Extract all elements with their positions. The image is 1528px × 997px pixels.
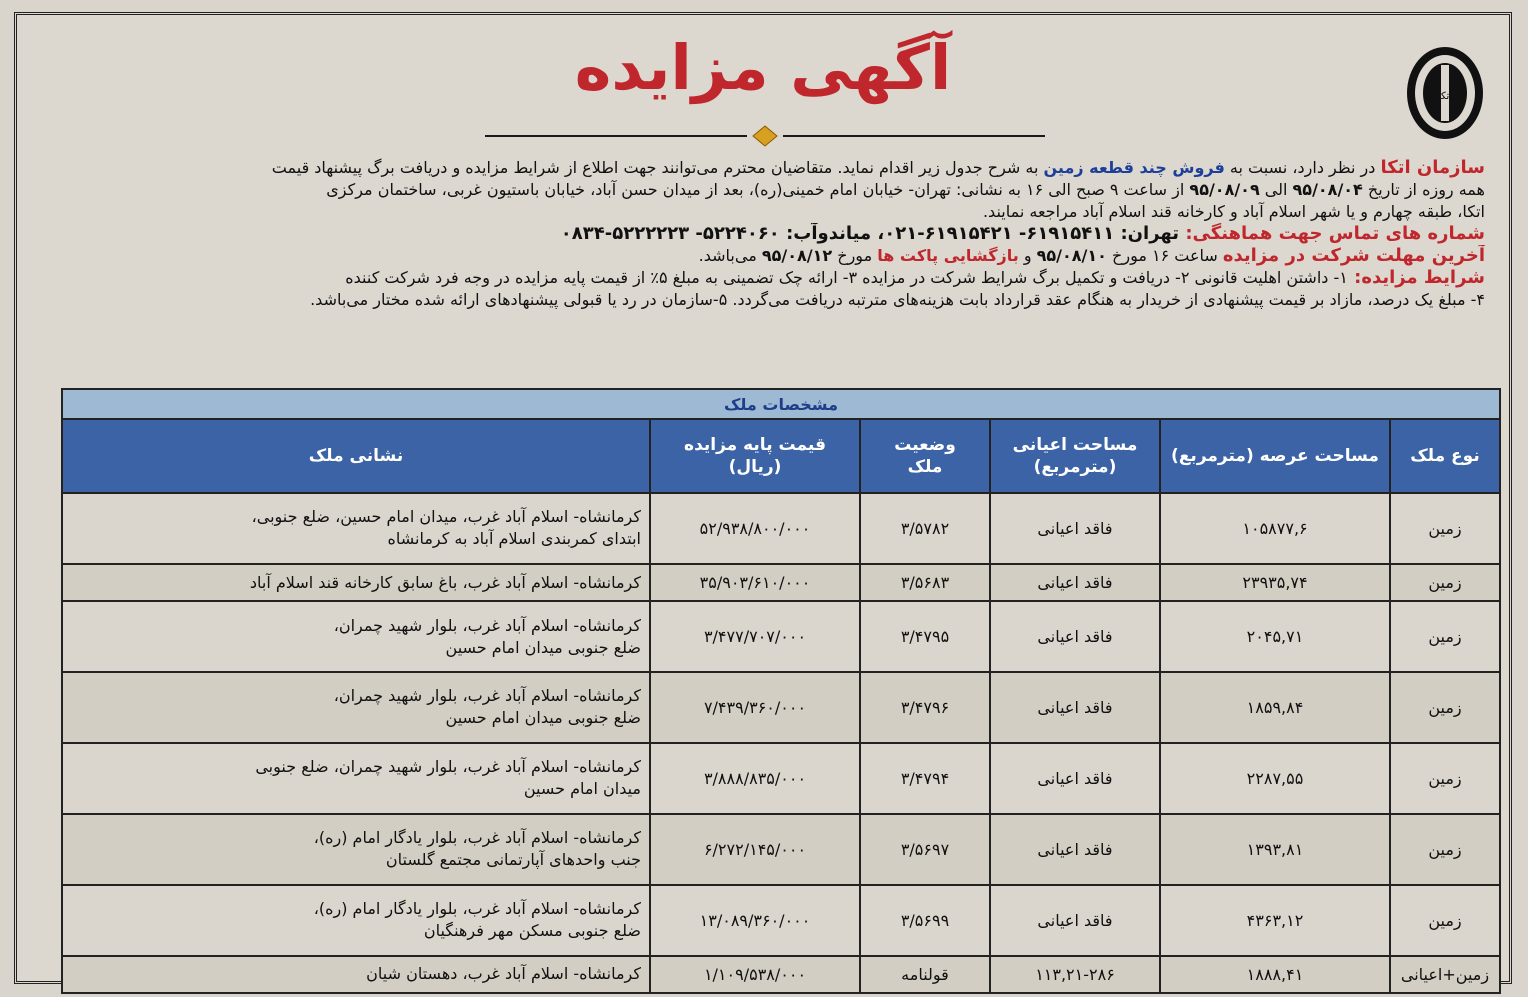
sale-highlight: فروش چند قطعه زمین — [1043, 158, 1225, 177]
deadline-text-1: ساعت ۱۶ مورخ — [1106, 246, 1223, 265]
header-status — [860, 419, 990, 493]
logo-text: اتکا — [1437, 91, 1453, 102]
cell-type: زمین — [1390, 743, 1500, 814]
cell-land-area: ۴۳۶۳,۱۲ — [1160, 885, 1390, 956]
intro-line-1 — [33, 157, 1485, 179]
header-address: نشانی ملک — [62, 419, 650, 493]
cell-status: ۳/۴۷۹۵ — [860, 601, 990, 672]
cell-status: قولنامه — [860, 956, 990, 993]
header-building-area-line1: مساحت اعیانی — [1012, 435, 1138, 455]
address-line-1: کرمانشاه- اسلام آباد غرب، بلوار شهید چمران، ضلع جنوبی — [255, 757, 641, 777]
table-caption: مشخصات ملک — [62, 389, 1500, 419]
intro-text-5: از ساعت ۹ صبح الی ۱۶ به نشانی: تهران- خیابان امام خمینی(ره)، بعد از میدان حسن آباد، خیابان باستیون غربی، ساختمان مرکزی — [326, 180, 1190, 199]
deadline-line — [33, 245, 1485, 267]
table-row — [62, 493, 1500, 564]
cell-building: فاقد اعیانی — [990, 672, 1160, 743]
header-price-line1: قیمت پایه مزایده — [684, 435, 826, 455]
cell-land-area: ۱۰۵۸۷۷,۶ — [1160, 493, 1390, 564]
cell-building: فاقد اعیانی — [990, 814, 1160, 885]
address-line-1: کرمانشاه- اسلام آباد غرب، بلوار شهید چمران، — [333, 686, 641, 706]
cell-land-area: ۱۸۸۸,۴۱ — [1160, 956, 1390, 993]
cell-building: فاقد اعیانی — [990, 743, 1160, 814]
cell-status: ۳/۴۷۹۶ — [860, 672, 990, 743]
conditions-label: شرایط مزایده: — [1347, 267, 1485, 288]
table-row — [62, 743, 1500, 814]
cell-building: فاقد اعیانی — [990, 493, 1160, 564]
address-line-1: کرمانشاه- اسلام آباد غرب، بلوار یادگار امام (ره)، — [313, 899, 641, 919]
conditions-line-2: ۴- مبلغ یک درصد، مازاد بر قیمت پیشنهادی از خریدار به هنگام عقد قرارداد بابت هزینه‌های مترتبه دریافت می‌گردد. ۵-سازمان در رد یا قبولی پیشنهادهای ارائه شده مختار می‌باشد. — [310, 290, 1485, 309]
property-table-wrap — [61, 388, 1501, 994]
cell-building: فاقد اعیانی — [990, 564, 1160, 601]
cell-status: ۳/۵۶۸۳ — [860, 564, 990, 601]
intro-text-4: الی — [1259, 180, 1293, 199]
address-line-2: ابتدای کمربندی اسلام آباد به کرمانشاه — [387, 529, 641, 549]
cell-price: ۳/۸۸۸/۸۳۵/۰۰۰ — [650, 743, 860, 814]
address-line-2: ضلع جنوبی میدان امام حسین — [445, 708, 641, 728]
address-line-2: ضلع جنوبی مسکن مهر فرهنگیان — [423, 921, 641, 941]
opening-date: ۹۵/۰۸/۱۲ — [761, 246, 833, 265]
contact-line — [33, 223, 1485, 245]
table-row — [62, 564, 1500, 601]
cell-address — [62, 814, 650, 885]
address-line-1: کرمانشاه- اسلام آباد غرب، باغ سابق کارخانه قند اسلام آباد — [249, 572, 641, 592]
cell-type: زمین — [1390, 814, 1500, 885]
address-line-2: ضلع جنوبی میدان امام حسین — [445, 637, 641, 657]
header-price-line2: (ریال) — [728, 457, 782, 477]
date-from: ۹۵/۰۸/۰۴ — [1292, 180, 1363, 199]
table-row — [62, 814, 1500, 885]
ad-frame — [14, 12, 1512, 984]
intro-section — [33, 157, 1485, 311]
intro-text-3: همه روزه از تاریخ — [1362, 180, 1485, 199]
header-status-line1: وضعیت — [894, 435, 956, 455]
header-building-area-line2: (مترمربع) — [1033, 457, 1117, 477]
cell-address — [62, 885, 650, 956]
cell-address — [62, 601, 650, 672]
table-row — [62, 956, 1500, 993]
cell-building: فاقد اعیانی — [990, 601, 1160, 672]
cell-land-area: ۱۸۵۹,۸۴ — [1160, 672, 1390, 743]
title-ornament-icon — [485, 125, 1045, 147]
cell-price: ۱۳/۰۸۹/۳۶۰/۰۰۰ — [650, 885, 860, 956]
cell-land-area: ۲۰۴۵,۷۱ — [1160, 601, 1390, 672]
cell-land-area: ۱۳۹۳,۸۱ — [1160, 814, 1390, 885]
cell-price: ۳۵/۹۰۳/۶۱۰/۰۰۰ — [650, 564, 860, 601]
header-status-line2: ملک — [907, 457, 943, 477]
cell-address — [62, 672, 650, 743]
cell-price: ۵۲/۹۳۸/۸۰۰/۰۰۰ — [650, 493, 860, 564]
deadline-date: ۹۵/۰۸/۱۰ — [1036, 246, 1107, 265]
opening-label: بازگشایی پاکت ها — [877, 246, 1019, 265]
cell-address — [62, 564, 650, 601]
cell-type: زمین — [1390, 601, 1500, 672]
cell-type: زمین+اعیانی — [1390, 956, 1500, 993]
address-line-1: کرمانشاه- اسلام آباد غرب، بلوار شهید چمران، — [333, 615, 641, 635]
cell-type: زمین — [1390, 885, 1500, 956]
cell-address — [62, 493, 650, 564]
intro-line-3: اتکا، طبقه چهارم و یا شهر اسلام آباد و کارخانه قند اسلام آباد مراجعه نمایند. — [982, 202, 1485, 221]
address-line-1: کرمانشاه- اسلام آباد غرب، میدان امام حسین، ضلع جنوبی، — [251, 507, 641, 527]
table-row — [62, 601, 1500, 672]
intro-line-2 — [33, 179, 1485, 201]
table-row — [62, 885, 1500, 956]
cell-land-area: ۲۲۸۷,۵۵ — [1160, 743, 1390, 814]
cell-price: ۱/۱۰۹/۵۳۸/۰۰۰ — [650, 956, 860, 993]
deadline-text-2: و — [1018, 246, 1037, 265]
cell-price: ۶/۲۷۲/۱۴۵/۰۰۰ — [650, 814, 860, 885]
address-line-2: میدان امام حسین — [523, 779, 641, 799]
cell-land-area: ۲۳۹۳۵,۷۴ — [1160, 564, 1390, 601]
deadline-text-3: مورخ — [832, 246, 878, 265]
table-row — [62, 672, 1500, 743]
cell-address — [62, 743, 650, 814]
header-type: نوع ملک — [1390, 419, 1500, 493]
ad-page — [17, 15, 1509, 984]
cell-price: ۷/۴۳۹/۳۶۰/۰۰۰ — [650, 672, 860, 743]
cell-type: زمین — [1390, 564, 1500, 601]
cell-price: ۳/۴۷۷/۷۰۷/۰۰۰ — [650, 601, 860, 672]
property-table — [61, 388, 1501, 994]
cell-building: فاقد اعیانی — [990, 885, 1160, 956]
contact-label: شماره های تماس جهت هماهنگی: — [1179, 223, 1485, 244]
cell-status: ۳/۵۶۹۷ — [860, 814, 990, 885]
intro-text-2: به شرح جدول زیر اقدام نماید. متقاضیان محترم می‌توانند جهت اطلاع از شرایط مزایده و دریافت برگ پیشنهاد قیمت — [271, 158, 1044, 177]
contact-numbers: تهران: ۶۱۹۱۵۴۱۱- ۶۱۹۱۵۴۲۱-۰۲۱، میاندوآب: ۵۲۲۴۰۶۰- ۵۲۲۲۲۲۳-۰۸۳۴ — [560, 223, 1180, 244]
org-name: سازمان اتکا — [1380, 157, 1485, 178]
date-to: ۹۵/۰۸/۰۹ — [1189, 180, 1260, 199]
page-title: آگهی مزایده — [574, 31, 952, 104]
conditions-line-1 — [33, 267, 1485, 289]
header-building-area — [990, 419, 1160, 493]
address-line-1: کرمانشاه- اسلام آباد غرب، بلوار یادگار امام (ره)، — [313, 828, 641, 848]
deadline-text-4: می‌باشد. — [698, 246, 762, 265]
cell-status: ۳/۴۷۹۴ — [860, 743, 990, 814]
intro-text-1: در نظر دارد، نسبت به — [1224, 158, 1381, 177]
deadline-label: آخرین مهلت شرکت در مزایده — [1222, 245, 1485, 266]
cell-type: زمین — [1390, 672, 1500, 743]
cell-status: ۳/۵۷۸۲ — [860, 493, 990, 564]
conditions-text-1: ۱- داشتن اهلیت قانونی ۲- دریافت و تکمیل برگ شرایط شرکت در مزایده ۳- ارائه چک تضمینی به مبلغ ۵٪ از قیمت پایه مزایده در وجه فرد شرکت کننده — [345, 268, 1348, 287]
address-line-2: جنب واحدهای آپارتمانی مجتمع گلستان — [385, 850, 641, 870]
cell-address — [62, 956, 650, 993]
address-line-1: کرمانشاه- اسلام آباد غرب، دهستان شیان — [366, 964, 641, 984]
cell-type: زمین — [1390, 493, 1500, 564]
cell-building: ۱۱۳,۲۱-۲۸۶ — [990, 956, 1160, 993]
header-price — [650, 419, 860, 493]
header-land-area: مساحت عرصه (مترمربع) — [1160, 419, 1390, 493]
cell-status: ۳/۵۶۹۹ — [860, 885, 990, 956]
